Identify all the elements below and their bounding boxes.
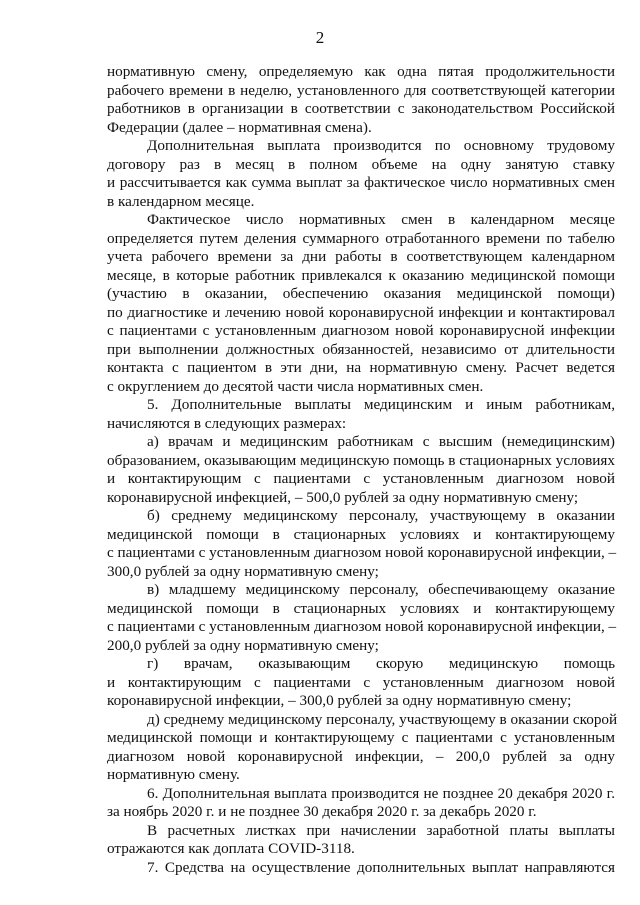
text-line: по диагностике и лечению новой коронавирусной инфекции и контактировал — [107, 303, 615, 321]
text-line: (участию в оказании, обеспечению оказания медицинской помощи) — [107, 285, 615, 302]
text-line: 5. Дополнительные выплаты медицинским и иным работникам, — [147, 396, 615, 413]
text-line: Дополнительная выплата производится по основному трудовому — [147, 137, 615, 154]
text-line: контакта с пациентом в эти дни, на нормативную смену. Расчет ведется — [107, 359, 615, 376]
text-line: с округлением до десятой части числа нормативных смен. — [107, 377, 484, 395]
text-line: медицинской помощи в стационарных условиях и контактирующему — [107, 525, 615, 543]
text-line: отражаются как доплата COVID-3118. — [107, 840, 355, 857]
text-line: начисляются в следующих размерах: — [107, 414, 347, 432]
text-line: в) младшему медицинскому персоналу, обеспечивающему оказание — [147, 581, 615, 598]
document-body — [107, 63, 618, 877]
text-line: при выполнении должностных обязанностей, независимо от длительности — [107, 340, 615, 358]
text-line: коронавирусной инфекции, – 300,0 рублей за одну нормативную смену; — [107, 692, 572, 709]
text-line: а) врачам и медицинским работникам с высшим (немедицинским) — [147, 433, 615, 450]
text-line: г) врачам, оказывающим скорую медицинскую помощь — [147, 655, 615, 672]
text-line: 6. Дополнительная выплата производится не позднее 20 декабря 2020 г. — [147, 784, 615, 802]
text-line: и контактирующим с пациентами с установленным диагнозом новой — [107, 470, 615, 487]
text-line: диагнозом новой коронавирусной инфекции, – 200,0 рублей за одну — [107, 747, 615, 765]
text-line: рабочего времени в неделю, установленного для соответствующей категории — [107, 81, 615, 99]
text-line: и контактирующим с пациентами с установленным диагнозом новой — [107, 673, 615, 691]
text-line: б) среднему медицинскому персоналу, участвующему в оказании — [147, 507, 615, 524]
text-line: коронавирусной инфекцией, – 500,0 рублей за одну нормативную смену; — [107, 488, 579, 506]
text-line: медицинской помощи в стационарных условиях и контактирующему — [107, 599, 615, 617]
text-line: нормативную смену, определяемую как одна пятая продолжительности — [107, 63, 615, 80]
text-line: нормативную смену. — [107, 766, 240, 783]
text-line: за ноябрь 2020 г. и не позднее 30 декабря 2020 г. за декабрь 2020 г. — [107, 803, 537, 820]
text-line: с пациентами с установленным диагнозом новой коронавирусной инфекции — [107, 322, 615, 339]
text-line: 7. Средства на осуществление дополнительных выплат направляются — [147, 858, 615, 876]
text-line: медицинской помощи и контактирующему с пациентами с установленным — [107, 729, 615, 746]
text-line: договору раз в месяц в полном объеме на одну занятую ставку — [107, 155, 615, 173]
text-line: работников в организации в соответствии с законодательством Российской — [107, 100, 615, 117]
text-line: с пациентами с установленным диагнозом новой коронавирусной инфекции, – — [107, 618, 617, 635]
text-line: Федерации (далее – нормативная смена). — [107, 118, 372, 136]
text-line: определяется путем деления суммарного отработанного времени по табелю — [107, 229, 615, 247]
text-line: в календарном месяце. — [107, 192, 255, 210]
text-line: В расчетных листках при начислении заработной платы выплаты — [147, 821, 615, 839]
text-line: 300,0 рублей за одну нормативную смену; — [107, 562, 379, 580]
text-line: с пациентами с установленным диагнозом новой коронавирусной инфекции, – — [107, 544, 617, 561]
text-line: 200,0 рублей за одну нормативную смену; — [107, 636, 379, 654]
text-line: д) среднему медицинскому персоналу, участвующему в оказании скорой — [147, 710, 618, 728]
text-line: месяце, в которые работник привлекался к оказанию медицинской помощи — [107, 266, 615, 284]
text-line: учета рабочего времени за дни работы в соответствующем календарном — [107, 248, 615, 265]
text-line: и рассчитывается как сумма выплат за фактическое число нормативных смен — [107, 174, 615, 191]
text-line: образованием, оказывающим медицинскую помощь в стационарных условиях — [107, 451, 615, 469]
page-number: 2 — [315, 28, 325, 47]
text-line: Фактическое число нормативных смен в календарном месяце — [147, 211, 615, 228]
